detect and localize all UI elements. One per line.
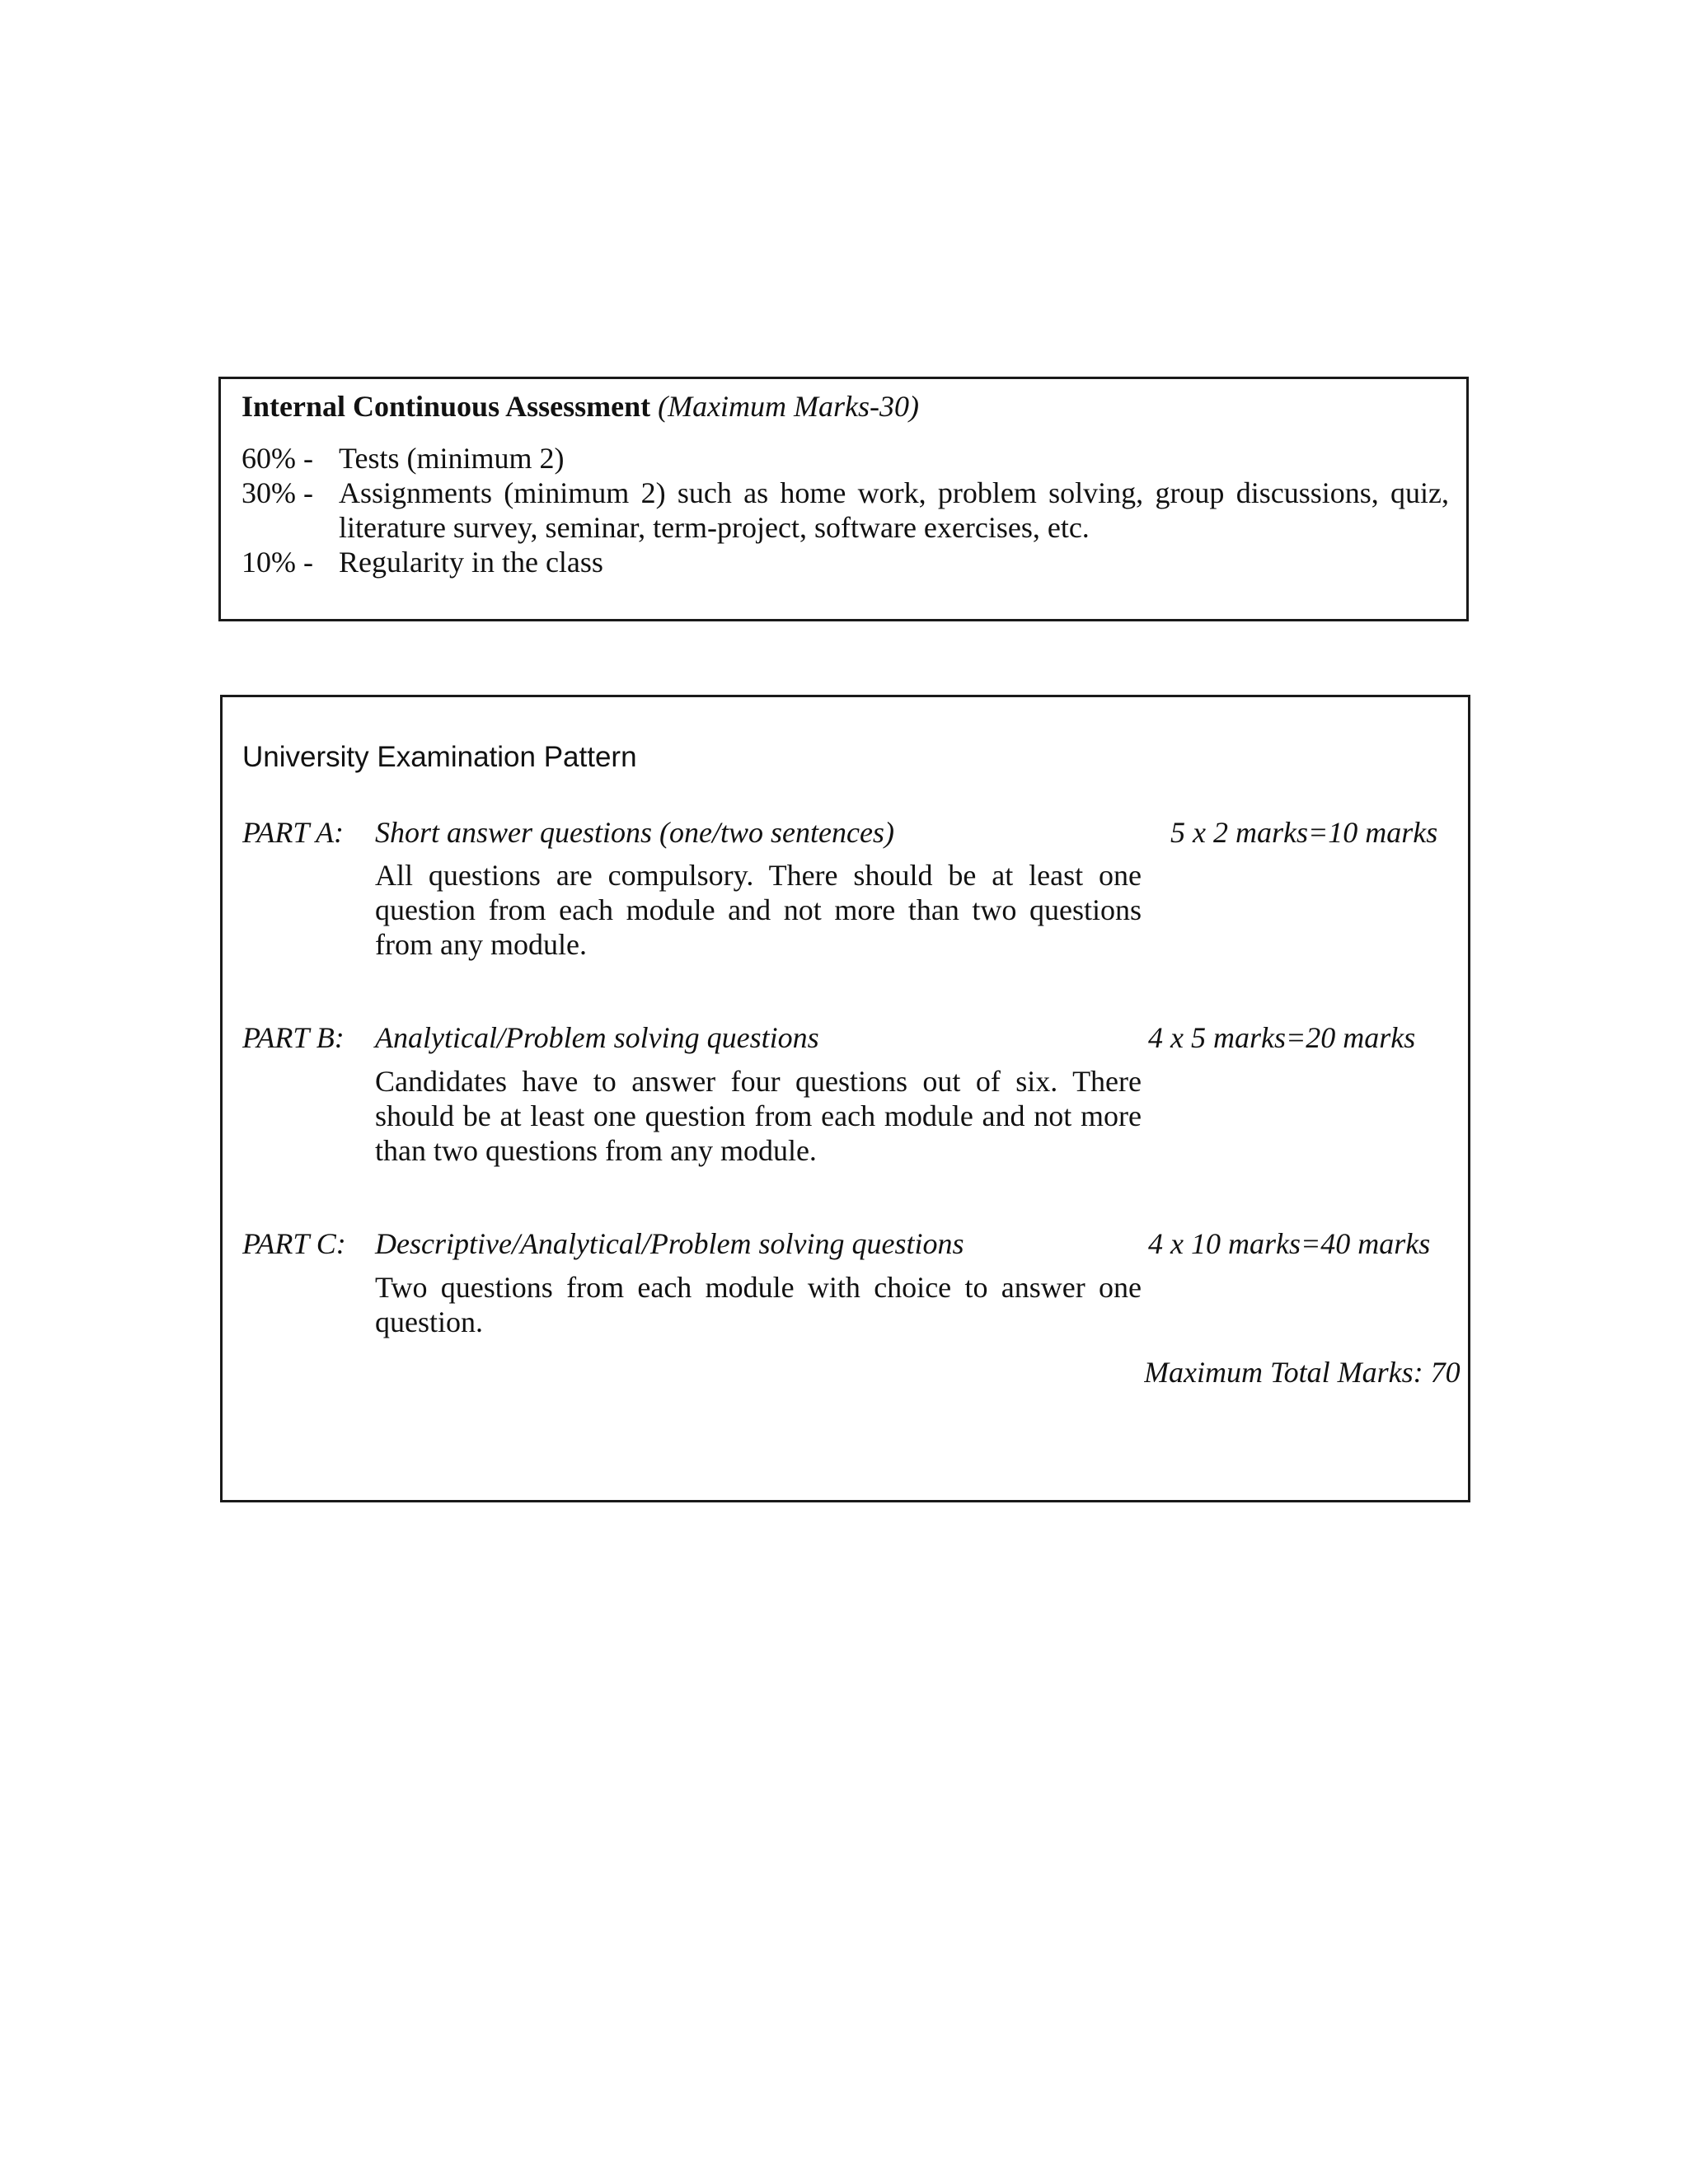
maximum-total-marks: Maximum Total Marks: 70 xyxy=(1144,1356,1461,1389)
internal-assessment-box xyxy=(218,377,1469,621)
part-c-marks: 4 x 10 marks=40 marks xyxy=(1148,1227,1431,1260)
part-b-label: PART B: xyxy=(242,1021,345,1054)
internal-assessment-title-italic: (Maximum Marks-30) xyxy=(658,390,920,423)
assessment-item-percent: 60% - xyxy=(241,442,313,475)
assessment-item-regularity xyxy=(241,545,1449,579)
part-c-label: PART C: xyxy=(242,1227,346,1260)
part-b-heading: Analytical/Problem solving questions xyxy=(375,1021,819,1054)
part-a-body: All questions are compulsory. There should be at least one question from each module and not more than two questions from any module. xyxy=(375,859,1142,961)
part-a-heading: Short answer questions (one/two sentences) xyxy=(375,816,894,849)
assessment-item-assignments xyxy=(241,476,1449,545)
university-exam-box xyxy=(220,695,1470,1502)
assessment-item-tests xyxy=(241,441,1449,476)
assessment-item-percent: 30% - xyxy=(241,476,313,509)
assessment-item-percent: 10% - xyxy=(241,546,313,579)
part-a-label: PART A: xyxy=(242,816,345,849)
internal-assessment-title xyxy=(241,389,919,424)
part-c-body: Two questions from each module with choice to answer one question. xyxy=(375,1271,1142,1338)
part-a-marks: 5 x 2 marks=10 marks xyxy=(1170,816,1438,849)
assessment-item-text: Regularity in the class xyxy=(339,546,603,579)
part-b-body: Candidates have to answer four questions out of six. There should be at least one question from each module and not more than two questions from any module. xyxy=(375,1065,1142,1167)
assessment-item-text: Tests (minimum 2) xyxy=(339,442,565,475)
internal-assessment-title-bold: Internal Continuous Assessment xyxy=(241,390,651,423)
part-b-marks: 4 x 5 marks=20 marks xyxy=(1148,1021,1416,1054)
part-c-heading: Descriptive/Analytical/Problem solving questions xyxy=(375,1227,964,1260)
assessment-item-text: Assignments (minimum 2) such as home work, problem solving, group discussions, quiz, literature survey, seminar, term-project, software exercises, etc. xyxy=(339,476,1449,544)
university-exam-title: University Examination Pattern xyxy=(242,741,637,773)
